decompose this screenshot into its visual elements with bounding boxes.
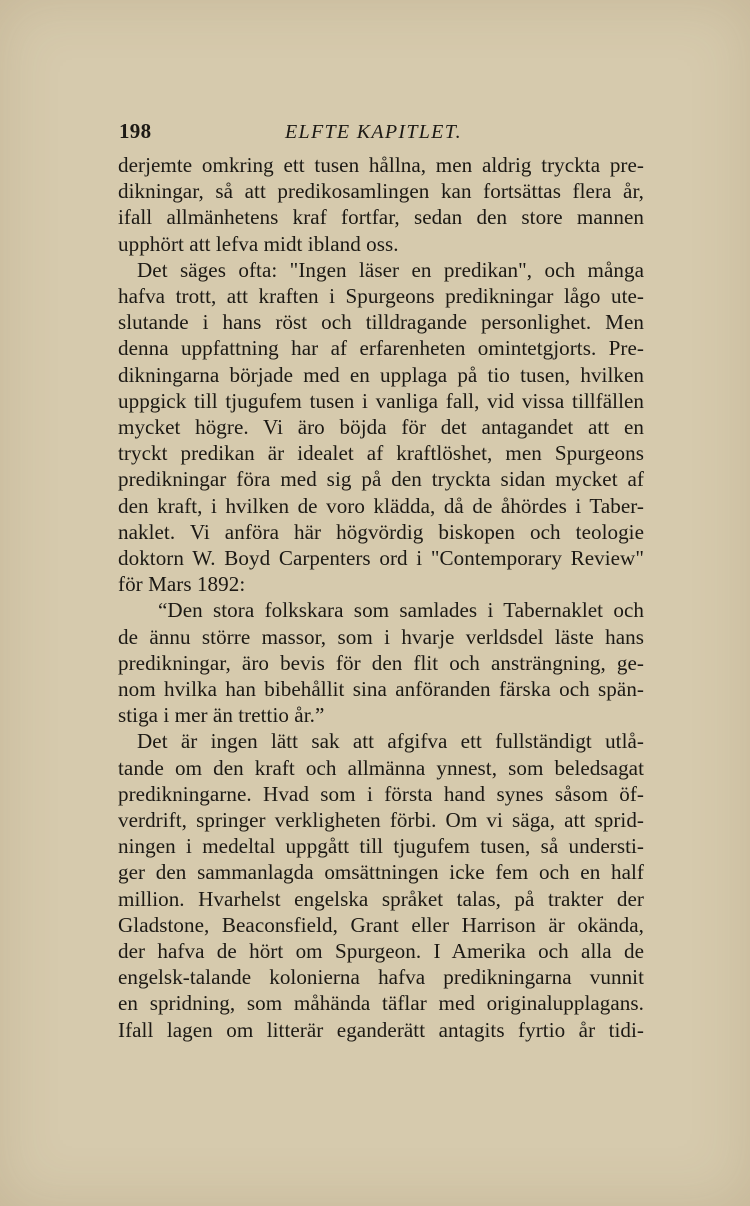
text-line: den kraft, i hvilken de voro klädda, då de åhördes i Taber- [118,493,644,518]
text-line: tryckt predikan är idealet af kraftlöshet, men Spurgeons [118,441,644,466]
quotation-line: de ännu större massor, som i hvarje verldsdel läste hans [118,624,644,649]
text-line: predikningar föra med sig på den tryckta sidan mycket af [118,467,644,492]
quotation-line: “Den stora folkskara som samlades i Tabernaklet och [158,598,644,623]
text-line: Det är ingen lätt sak att afgifva ett fullständigt utlå- [137,729,644,754]
text-line: verdrift, springer verkligheten förbi. Om vi säga, att sprid- [118,808,644,832]
text-line: hafva trott, att kraften i Spurgeons predikningar lågo ute- [118,284,644,308]
text-line: der hafva de hört om Spurgeon. I Amerika och alla de [118,939,644,963]
text-line: en spridning, som måhända täflar med originalupplagans. [118,991,644,1016]
text-line: ningen i medeltal uppgått till tjugufem tusen, så understi- [118,834,644,859]
page-header [119,118,639,148]
quotation-line: predikningar, äro bevis för den flit och ansträngning, ge- [118,650,644,675]
text-line: predikningarne. Hvad som i första hand synes såsom öf- [118,781,644,806]
text-line: upphört att lefva midt ibland oss. [118,231,399,256]
page-number: 198 [119,119,152,143]
running-title: ELFTE KAPITLET. [285,121,462,143]
text-line: doktorn W. Boyd Carpenters ord i "Contemporary Review" [118,546,644,570]
text-line: uppgick till tjugufem tusen i vanliga fall, vid vissa tillfällen [118,388,644,413]
text-line: ifall allmänhetens kraf fortfar, sedan den store mannen [118,205,644,230]
text-line: för Mars 1892: [118,572,246,597]
quotation-line: nom hvilka han bibehållit sina anföranden färska och spän- [118,677,644,701]
text-line: slutande i hans röst och tilldragande personlighet. Men [118,310,644,335]
text-line: Ifall lagen om litterär eganderätt antagits fyrtio år tidi- [118,1017,644,1042]
text-line: dikningar, så att predikosamlingen kan fortsättas flera år, [118,179,644,204]
text-line: engelsk-talande kolonierna hafva predikningarna vunnit [118,965,644,990]
text-line: ger den sammanlagda omsättningen icke fem och en half [118,860,644,885]
text-line: naklet. Vi anföra här högvördig biskopen och teologie [118,519,644,544]
text-line: Det säges ofta: "Ingen läser en predikan", och många [137,257,644,282]
text-line: denna uppfattning har af erfarenheten omintetgjorts. Pre- [118,336,644,361]
text-line: million. Hvarhelst engelska språket talas, på trakter der [118,886,644,911]
text-line: dikningarna började med en upplaga på tio tusen, hvilken [118,362,644,387]
text-line: derjemte omkring ett tusen hållna, men aldrig tryckta pre- [118,153,644,177]
text-line: Gladstone, Beaconsfield, Grant eller Harrison är okända, [118,912,644,937]
text-line: mycket högre. Vi äro böjda för det antagandet att en [118,415,644,439]
quotation-line: stiga i mer än trettio år.” [118,703,325,728]
text-line: tande om den kraft och allmänna ynnest, som beledsagat [118,755,644,780]
chapter-text [118,152,644,1042]
